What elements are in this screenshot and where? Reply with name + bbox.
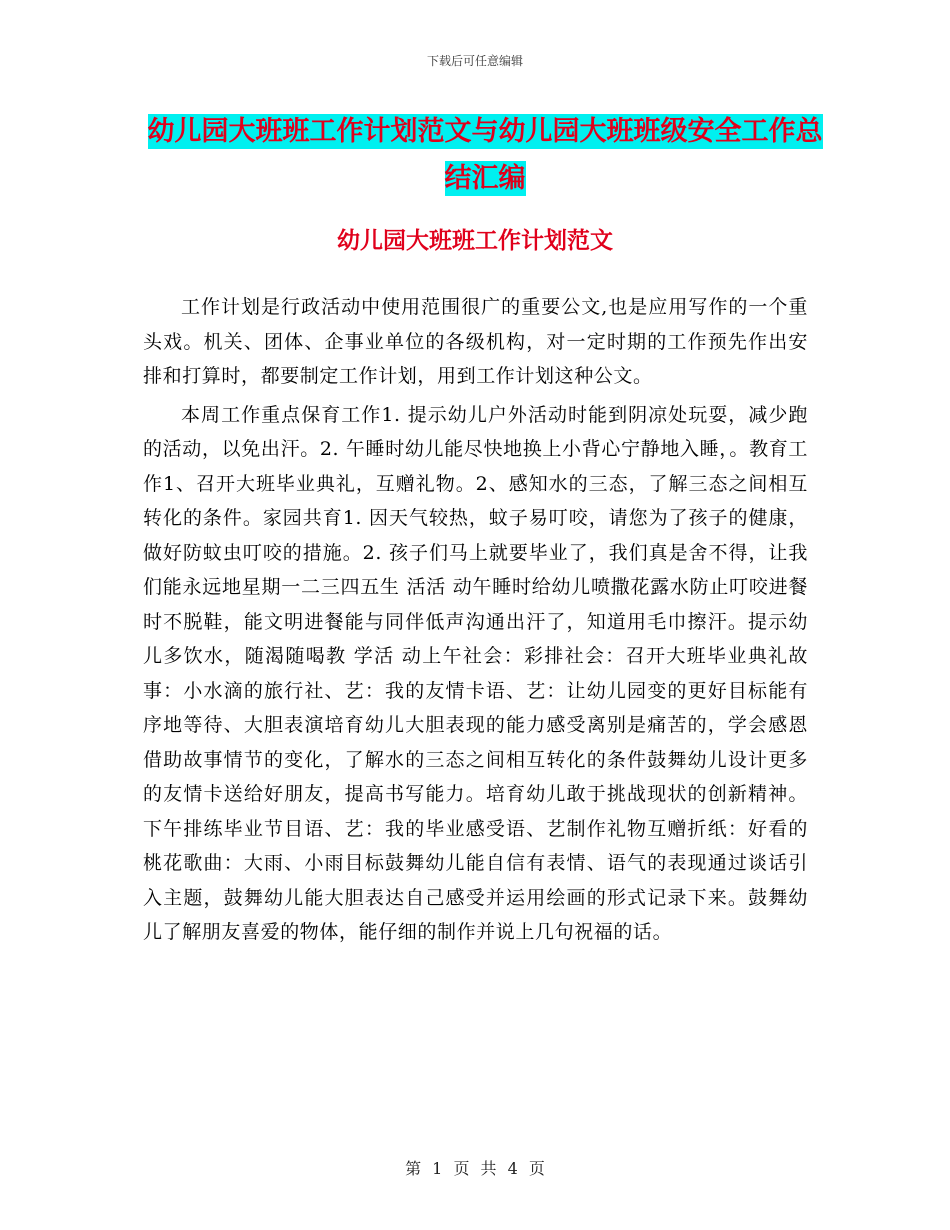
- document-body: [143, 290, 808, 954]
- header-note: 下载后可任意编辑: [426, 54, 523, 68]
- page-number: 第 1 页 共 4 页: [405, 1159, 545, 1178]
- document-title-text: 幼儿园大班班工作计划范文与幼儿园大班班级安全工作总结汇编: [147, 116, 823, 194]
- paragraph-weekly-plan: 本周工作重点保育工作1. 提示幼儿户外活动时能到阴凉处玩耍，减少跑的活动，以免出汗。2. 午睡时幼儿能尽快地换上小背心宁静地入睡，。教育工作1、召开大班毕业典礼，互赠礼物。2、感知水的三态，了解三态之间相互转化的条件。家园共育1. 因天气较热，蚊子易叮咬，请您为了孩子的健康，做好防蚊虫叮咬的措施。2. 孩子们马上就要毕业了，我们真是舍不得，让我们能永远地星期一二三四五生 活活 动午睡时给幼儿喷撒花露水防止叮咬进餐时不脱鞋，能文明进餐能与同伴低声沟通出汗了，知道用毛巾擦汗。提示幼儿多饮水，随渴随喝教 学活 动上午社会：彩排社会：召开大班毕业典礼故事：小水滴的旅行社、艺：我的友情卡语、艺：让幼儿园变的更好目标能有序地等待、大胆表演培育幼儿大胆表现的能力感受离别是痛苦的，学会感恩借助故事情节的变化，了解水的三态之间相互转化的条件鼓舞幼儿设计更多的友情卡送给好朋友，提高书写能力。培育幼儿敢于挑战现状的创新精神。下午排练毕业节目语、艺：我的毕业感受语、艺制作礼物互赠折纸：好看的桃花歌曲：大雨、小雨目标鼓舞幼儿能自信有表情、语气的表现通过谈话引入主题，鼓舞幼儿能大胆表达自己感受并运用绘画的形式记录下来。鼓舞幼儿了解朋友喜爱的物体，能仔细的制作并说上几句祝福的话。: [143, 403, 808, 943]
- paragraph-intro: 工作计划是行政活动中使用范围很广的重要公文,也是应用写作的一个重头戏。机关、团体、企事业单位的各级机构，对一定时期的工作预先作出安排和打算时，都要制定工作计划，用到工作计划这种公文。: [143, 296, 808, 387]
- document-title: [140, 108, 830, 202]
- section-title: 幼儿园大班班工作计划范文: [337, 228, 613, 254]
